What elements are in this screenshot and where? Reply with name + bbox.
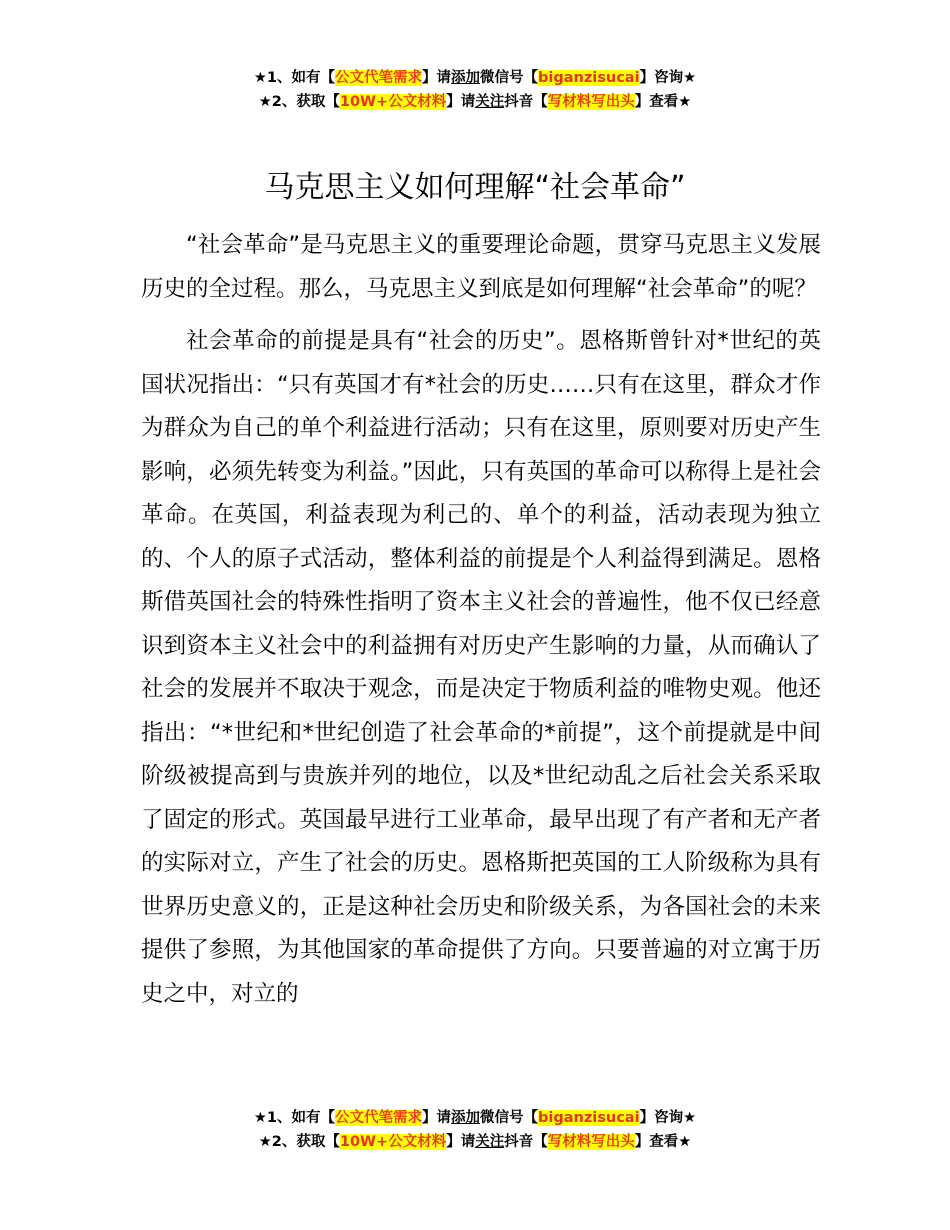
banner-text: 】请 xyxy=(422,70,452,86)
banner-underlined: 添加 xyxy=(451,70,481,86)
banner-underlined: 添加 xyxy=(451,1110,481,1126)
banner-text: 抖音【 xyxy=(504,1134,548,1150)
banner-text: 】咨询★ xyxy=(639,1110,697,1126)
document-body xyxy=(141,224,821,1025)
banner-text: ★1、如有【 xyxy=(253,1110,336,1126)
banner-highlight: 写材料写出头 xyxy=(547,94,635,110)
banner-text: ★2、获取【 xyxy=(258,94,340,110)
banner-text: ★1、如有【 xyxy=(253,70,336,86)
banner-highlight: 10W+公文材料 xyxy=(339,94,447,110)
banner-text: 抖音【 xyxy=(504,94,548,110)
banner-highlight: 10W+公文材料 xyxy=(339,1134,447,1150)
document-title: 马克思主义如何理解“社会革命” xyxy=(264,170,686,205)
banner-line-1 xyxy=(0,1106,950,1130)
banner-highlight: 公文代笔需求 xyxy=(335,1110,423,1126)
banner-text: 】请 xyxy=(422,1110,452,1126)
banner-text: 】请 xyxy=(446,1134,476,1150)
banner-text: 】请 xyxy=(446,94,476,110)
banner-line-2 xyxy=(0,90,950,114)
banner-text: 微信号【 xyxy=(480,1110,539,1126)
banner-underlined: 关注 xyxy=(475,94,505,110)
banner-text: ★2、获取【 xyxy=(258,1134,340,1150)
banner-text: 】咨询★ xyxy=(639,70,697,86)
banner-line-2 xyxy=(0,1130,950,1154)
paragraph: “社会革命”是马克思主义的重要理论命题，贯穿马克思主义发展历史的全过程。那么，马克思主义到底是如何理解“社会革命”的呢？ xyxy=(141,232,821,302)
banner-underlined: 关注 xyxy=(475,1134,505,1150)
bottom-banner xyxy=(0,1106,950,1154)
banner-line-1 xyxy=(0,66,950,90)
banner-highlight: biganzisucai xyxy=(538,70,640,86)
banner-highlight: 写材料写出头 xyxy=(547,1134,635,1150)
top-banner xyxy=(0,66,950,114)
banner-highlight: 公文代笔需求 xyxy=(335,70,423,86)
banner-text: 】查看★ xyxy=(634,94,692,110)
banner-text: 微信号【 xyxy=(480,70,539,86)
banner-text: 】查看★ xyxy=(634,1134,692,1150)
paragraph: 社会革命的前提是具有“社会的历史”。恩格斯曾针对*世纪的英国状况指出：“只有英国才有*社会的历史……只有在这里，群众才作为群众为自己的单个利益进行活动；只有在这里，原则要对历史产生影响，必须先转变为利益。”因此，只有英国的革命可以称得上是社会革命。在英国，利益表现为利己的、单个的利益，活动表现为独立的、个人的原子式活动，整体利益的前提是个人利益得到满足。恩格斯借英国社会的特殊性指明了资本主义社会的普遍性，他不仅已经意识到资本主义社会中的利益拥有对历史产生影响的力量，从而确认了社会的发展并不取决于观念，而是决定于物质利益的唯物史观。他还指出：“*世纪和*世纪创造了社会革命的*前提”，这个前提就是中间阶级被提高到与贵族并列的地位，以及*世纪动乱之后社会关系采取了固定的形式。英国最早进行工业革命，最早出现了有产者和无产者的实际对立，产生了社会的历史。恩格斯把英国的工人阶级称为具有世界历史意义的，正是这种社会历史和阶级关系，为各国社会的未来提供了参照，为其他国家的革命提供了方向。只要普遍的对立寓于历史之中，对立的 xyxy=(141,328,821,1007)
banner-highlight: biganzisucai xyxy=(538,1110,640,1126)
